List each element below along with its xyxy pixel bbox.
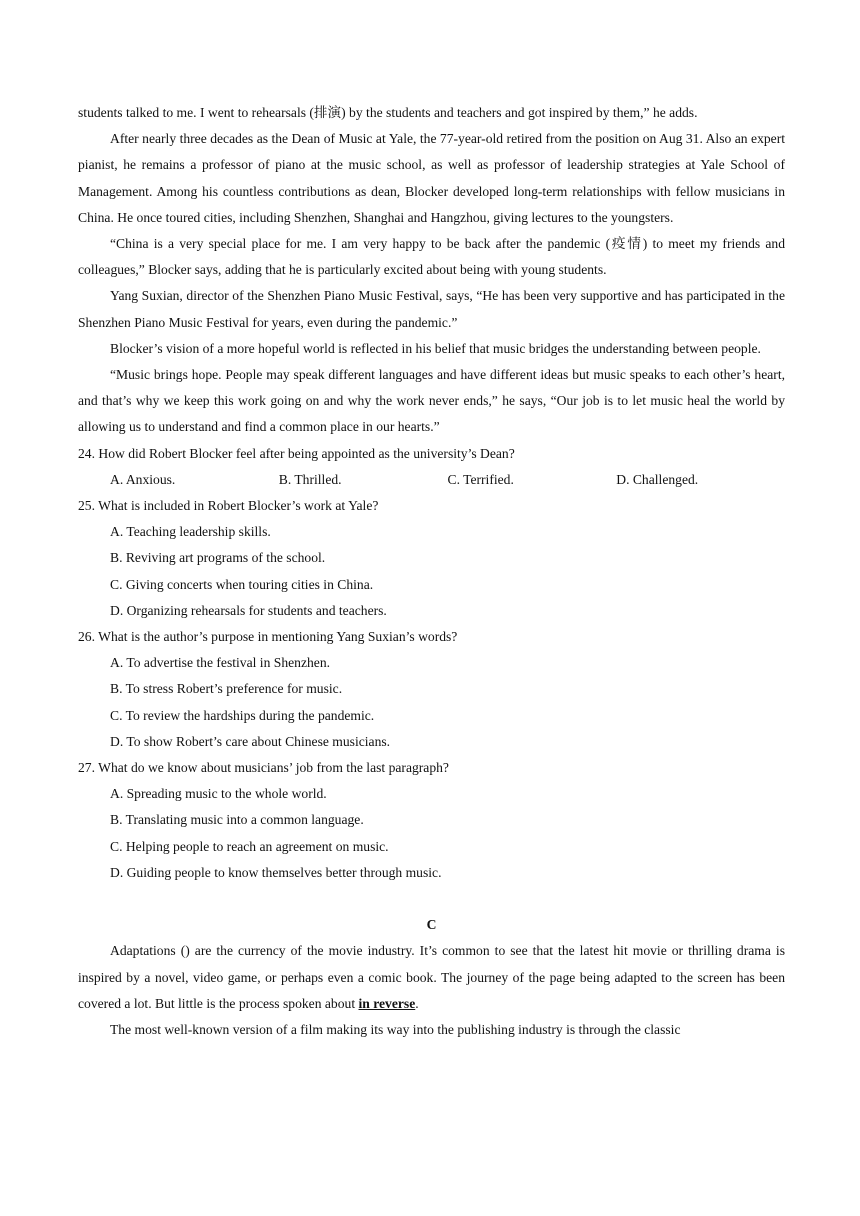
passage-c-paragraph-1 xyxy=(78,938,785,1017)
passage-b-paragraph-5: “Music brings hope. People may speak different languages and have different ideas but music speaks to each other’s heart, and that’s why we keep this work going on and why the work never ends,” he says, “Our job is to let music heal the world by allowing us to understand and find a common place in our hearts.” xyxy=(78,367,785,435)
question-24-option-c: C. Terrified. xyxy=(447,471,514,487)
question-25-option-b: B. Reviving art programs of the school. xyxy=(110,550,326,566)
question-26-option-a: A. To advertise the festival in Shenzhen. xyxy=(110,655,331,671)
question-25-option-d: D. Organizing rehearsals for students and teachers. xyxy=(110,602,387,618)
question-25-option-a: A. Teaching leadership skills. xyxy=(110,524,271,540)
passage-b-paragraph-1: After nearly three decades as the Dean of Music at Yale, the 77-year-old retired from the position on Aug 31. Also an expert pianist, he remains a professor of piano at the music school, as well as professor of leadership strategies at Yale School of Management. Among his countless contributions as dean, Blocker developed long-term relationships with fellow musicians in China. He once toured cities, including Shenzhen, Shanghai and Hangzhou, giving lectures to the youngsters. xyxy=(78,131,785,225)
question-27-option-a: A. Spreading music to the whole world. xyxy=(110,786,327,802)
passage-b-paragraph-0: students talked to me. I went to rehearsals (排演) by the students and teachers and got inspired by them,” he adds. xyxy=(78,105,698,120)
question-27-option-d: D. Guiding people to know themselves better through music. xyxy=(110,864,442,880)
underlined-phrase: in reverse xyxy=(358,995,416,1011)
passage-b-paragraph-2: “China is a very special place for me. I am very happy to be back after the pandemic (疫情) to meet my friends and colleagues,” Blocker says, adding that he is particularly excited about being with young students. xyxy=(78,236,785,278)
passage-b-paragraph-4: Blocker’s vision of a more hopeful world is reflected in his belief that music bridges the understanding between people. xyxy=(110,340,761,356)
question-27-option-c: C. Helping people to reach an agreement on music. xyxy=(110,838,389,854)
question-24-option-a: A. Anxious. xyxy=(110,471,176,487)
question-24-stem: 24. How did Robert Blocker feel after being appointed as the university’s Dean? xyxy=(78,445,515,461)
question-26-option-c: C. To review the hardships during the pandemic. xyxy=(110,707,375,723)
question-27-stem: 27. What do we know about musicians’ job from the last paragraph? xyxy=(78,760,449,776)
section-c-title: C xyxy=(426,917,437,933)
question-27-option-b: B. Translating music into a common language. xyxy=(110,812,364,828)
passage-b-paragraph-3: Yang Suxian, director of the Shenzhen Piano Music Festival, says, “He has been very supportive and has participated in the Shenzhen Piano Music Festival for years, even during the pandemic.” xyxy=(78,288,785,330)
question-24-option-b: B. Thrilled. xyxy=(278,471,342,487)
question-26-option-b: B. To stress Robert’s preference for music. xyxy=(110,681,343,697)
question-25-option-c: C. Giving concerts when touring cities in China. xyxy=(110,576,374,592)
question-25-stem: 25. What is included in Robert Blocker’s work at Yale? xyxy=(78,498,379,514)
question-24-options xyxy=(110,467,785,493)
question-26-stem: 26. What is the author’s purpose in mentioning Yang Suxian’s words? xyxy=(78,629,458,645)
passage-c-paragraph-1-end: . xyxy=(415,995,419,1011)
passage-c-paragraph-1-text: Adaptations () are the currency of the movie industry. It’s common to see that the latest hit movie or thrilling drama is inspired by a novel, video game, or perhaps even a comic book. The journey of the page being adapted to the screen has been covered a lot. But little is the process spoken about xyxy=(78,943,785,1011)
question-26-option-d: D. To show Robert’s care about Chinese musicians. xyxy=(110,733,391,749)
question-24-option-d: D. Challenged. xyxy=(616,471,699,487)
passage-c-paragraph-2: The most well-known version of a film making its way into the publishing industry is through the classic xyxy=(110,1021,681,1037)
document-page xyxy=(78,100,785,1043)
